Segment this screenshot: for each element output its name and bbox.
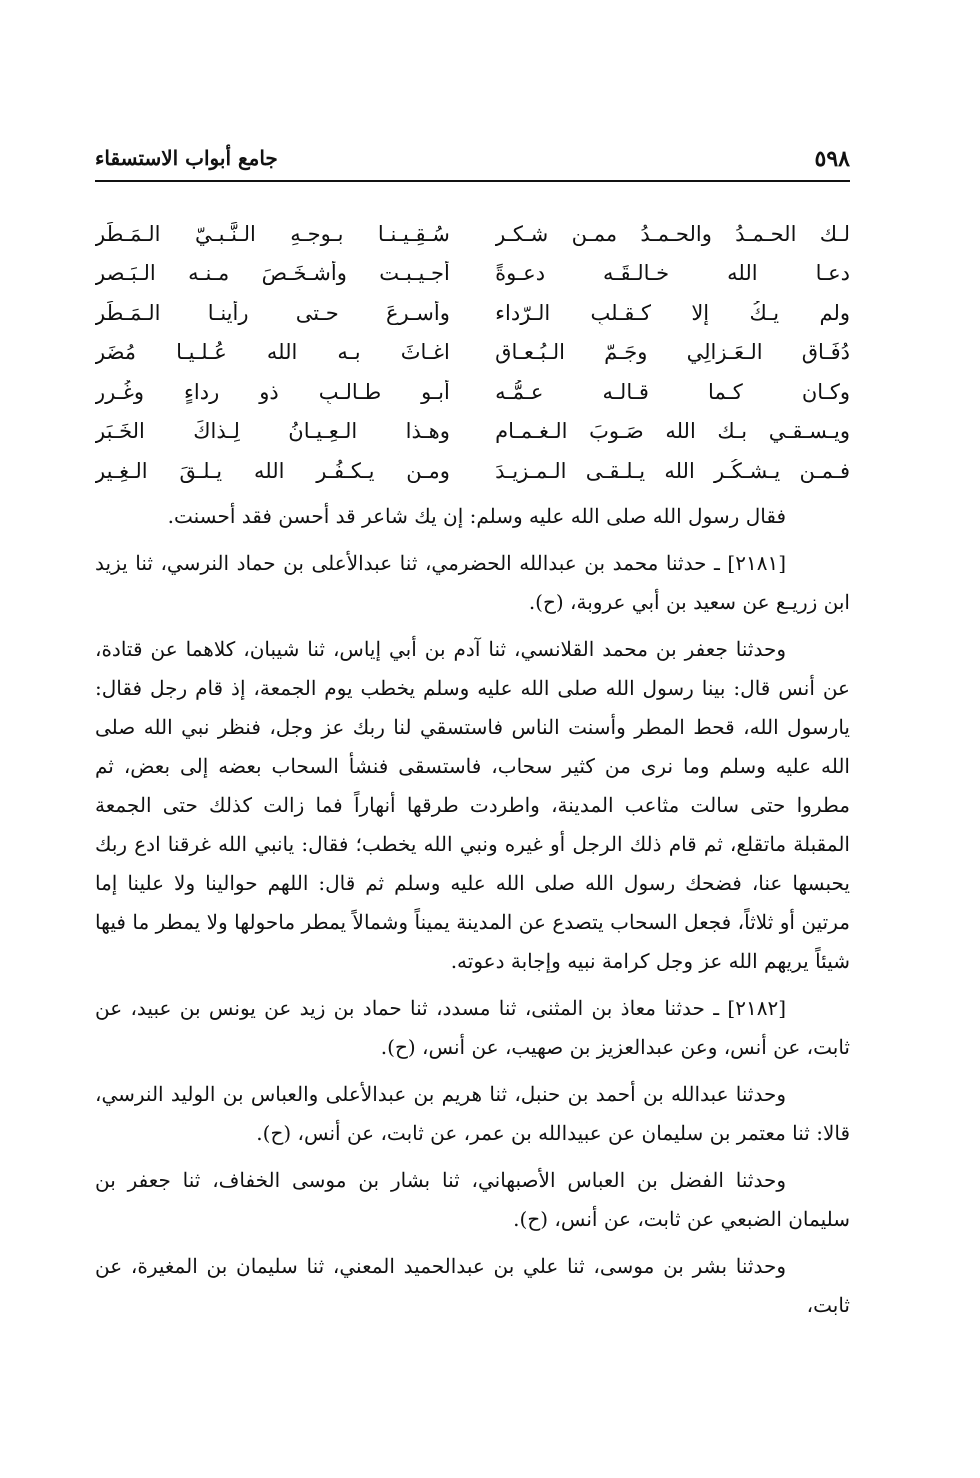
page-number: ٥٩٨ xyxy=(814,146,850,172)
hemistich-first: لـك الحـمـدُ والحـمـدُ ممـن شـكـر xyxy=(495,221,850,246)
hemistich-first: دعـا الله خـالـقَـه دعـوةً xyxy=(495,261,850,286)
hemistich-second: سُـقِـيـنـا بـوجـهِ الـنَّـبـيّ الـمَـطَر xyxy=(95,221,450,246)
hemistich-second: وأسـرعَ حـتى رأينـا الـمَـطَر xyxy=(95,300,450,325)
isnad-paragraph: وحدثنا عبدالله بن أحمد بن حنبل، ثنا هريم بن عبدالأعلى والعباس بن الوليد النرسي، قالا: ثنا معتمر بن سليمان عن عبيدالله بن عمر، عن ثابت، عن أنس، (ح). xyxy=(95,1081,850,1145)
isnad-paragraph: وحدثنا الفضل بن العباس الأصبهاني، ثنا بشار بن موسى الخفاف، ثنا جعفر بن سليمان الضبعي عن ثابت، عن أنس، (ح). xyxy=(95,1167,850,1231)
hadith-2181-isnad: [٢١٨١] ـ حدثنا محمد بن عبدالله الحضرمي، ثنا عبدالأعلى بن حماد النرسي، ثنا يزيد ابن زريـع عن سعيد بن أبي عروبة، (ح). xyxy=(95,550,850,614)
hemistich-first: ويـسـقـي بـك الله صَـوبَ الـغـمـامِ xyxy=(495,419,850,444)
verse xyxy=(95,372,850,412)
page-header xyxy=(95,140,850,182)
hemistich-second: اغـاثَ بـه الله عُـلـيـا مُضَر xyxy=(95,340,450,365)
hemistich-first: فـمـن يـشـكُـرِ الله يـلـقـى الـمـزيـدَ xyxy=(495,458,850,483)
hadith-2182-isnad: [٢١٨٢] ـ حدثنا معاذ بن المثنى، ثنا مسدد، ثنا حماد بن زيد عن يونس بن عبيد، عن ثابت، عن أنس، وعن عبدالعزيز بن صهيب، عن أنس، (ح). xyxy=(95,995,850,1059)
hadith-2181-text: وحدثنا جعفر بن محمد القلانسي، ثنا آدم بن أبي إياس، ثنا شيبان، كلاهما عن قتادة، عن أنس قال: بينا رسول الله صلى الله عليه وسلم يخطب يوم الجمعة، إذ قام رجل فقال: يارسول الله، قحط المطر وأسنت الناس فاستسقي لنا ربك عز وجل، فنظر نبي الله صلى الله عليه وسلم وما نرى من كثير سحاب، فاستسقى فنشأ السحاب بعضه إلى بعض، ثم مطروا حتى سالت مثاعب المدينة، واطردت طرقها أنهاراً فما زالت كذلك حتى الجمعة المقبلة ماتقلع، ثم قام ذلك الرجل أو غيره ونبي الله يخطب؛ فقال: يانبي الله غرقنا ادع ربك يحبسها عنا، فضحك رسول الله صلى الله عليه وسلم ثم قال: اللهم حوالينا ولا علينا إما مرتين أو ثلاثاً، فجعل السحاب يتصدع عن المدينة يميناً وشمالاً يمطر ماحولها ولا يمطر ما فيها شيئاً يريهم الله عز وجل كرامة نبيه وإجابة دعوته. xyxy=(95,636,850,973)
poem xyxy=(95,214,850,491)
isnad-paragraph: وحدثنا بشر بن موسى، ثنا علي بن عبدالحميد المعني، ثنا سليمان بن المغيرة، عن ثابت، xyxy=(95,1253,850,1317)
verse xyxy=(95,333,850,373)
book-page xyxy=(95,140,850,1340)
closing-line: فقال رسول الله صلى الله عليه وسلم: إن يك شاعر قد أحسن فقد أحسنت. xyxy=(167,503,786,528)
hemistich-second: أبـو طـالـبٍ ذو رداءٍ وغُـرر xyxy=(95,379,450,404)
verse xyxy=(95,412,850,452)
verse xyxy=(95,254,850,294)
hemistich-second: أجـيـبـت وأشـخَـصَ مـنـه الـبَـصر xyxy=(95,261,450,286)
hemistich-first: ولم يـكُ إلا كـقـلبِ الـرّداء xyxy=(495,300,850,325)
verse xyxy=(95,451,850,491)
hemistich-second: وهـذا الـعِـيـانُ لِـذاكَ الخَـبَر xyxy=(95,419,450,444)
verse xyxy=(95,214,850,254)
hemistich-second: ومـن يـكـفُـرِ الله يـلـقَ الـغِـير xyxy=(95,458,450,483)
hemistich-first: دُفَـاق الـعَـزالِي وجَـمّ الـبُـعـاقِ xyxy=(495,340,850,365)
running-title: جامع أبواب الاستسقاء xyxy=(95,146,278,170)
hemistich-first: وكـان كـما قـالـه عـمُّـه xyxy=(495,379,850,404)
verse xyxy=(95,293,850,333)
